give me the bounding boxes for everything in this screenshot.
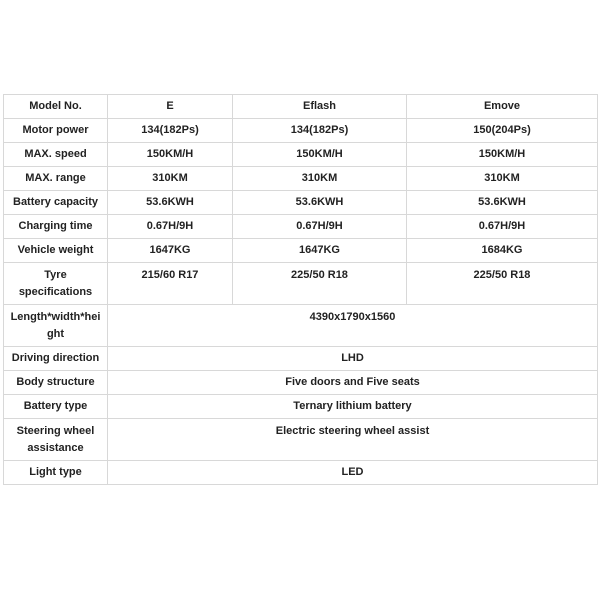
row-label: Battery type [4,395,108,419]
model-emove-header: Emove [407,95,598,119]
row-label: Vehicle weight [4,239,108,263]
cell-value: 215/60 R17 [108,263,233,305]
cell-value: 150(204Ps) [407,119,598,143]
cell-value: 310KM [108,167,233,191]
table-row-vehicle-weight [4,239,598,263]
cell-value: 150KM/H [108,143,233,167]
cell-value: 1684KG [407,239,598,263]
table-row-charging-time [4,215,598,239]
table-row-max-speed [4,143,598,167]
table-row-tyre-specifications [4,263,598,305]
header-label: Model No. [4,95,108,119]
cell-value: 53.6KWH [108,191,233,215]
row-label: Body structure [4,371,108,395]
row-label: Length*width*height [4,305,108,347]
model-e-header: E [108,95,233,119]
cell-value: Ternary lithium battery [108,395,598,419]
cell-value: 53.6KWH [407,191,598,215]
cell-value: 1647KG [233,239,407,263]
cell-value: 4390x1790x1560 [108,305,598,347]
cell-value: LED [108,461,598,485]
table-row-max-range [4,167,598,191]
spec-table [3,94,598,485]
table-row-steering-assistance [4,419,598,461]
cell-value: 53.6KWH [233,191,407,215]
model-eflash-header: Eflash [233,95,407,119]
table-row-motor-power [4,119,598,143]
row-label: Charging time [4,215,108,239]
row-label: Motor power [4,119,108,143]
cell-value: 225/50 R18 [233,263,407,305]
row-label: Light type [4,461,108,485]
cell-value: 0.67H/9H [407,215,598,239]
cell-value: Five doors and Five seats [108,371,598,395]
table-row-light-type [4,461,598,485]
cell-value: 0.67H/9H [108,215,233,239]
cell-value: 310KM [407,167,598,191]
row-label: MAX. range [4,167,108,191]
row-label: Tyre specifications [4,263,108,305]
table-header-row [4,95,598,119]
cell-value: 1647KG [108,239,233,263]
cell-value: 134(182Ps) [233,119,407,143]
cell-value: 310KM [233,167,407,191]
table-row-battery-type [4,395,598,419]
table-row-dimensions [4,305,598,347]
cell-value: 150KM/H [233,143,407,167]
row-label: Steering wheel assistance [4,419,108,461]
table-row-driving-direction [4,347,598,371]
row-label: Battery capacity [4,191,108,215]
row-label: MAX. speed [4,143,108,167]
row-label: Driving direction [4,347,108,371]
cell-value: LHD [108,347,598,371]
table-row-body-structure [4,371,598,395]
table-row-battery-capacity [4,191,598,215]
cell-value: 225/50 R18 [407,263,598,305]
cell-value: Electric steering wheel assist [108,419,598,461]
cell-value: 134(182Ps) [108,119,233,143]
cell-value: 0.67H/9H [233,215,407,239]
cell-value: 150KM/H [407,143,598,167]
